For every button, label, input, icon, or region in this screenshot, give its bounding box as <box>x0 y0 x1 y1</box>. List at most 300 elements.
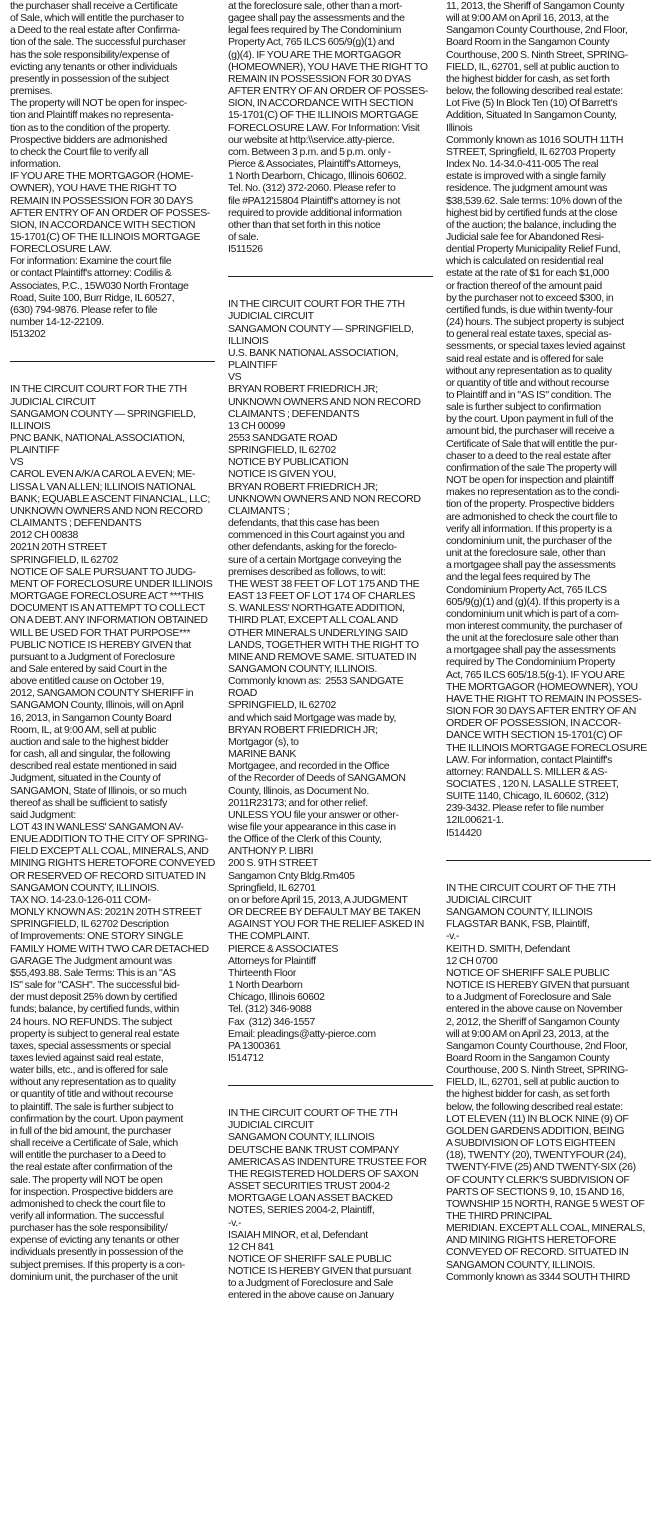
notice-line: Lot Five (5) In Block Ten (10) Of Barrett's <box>446 97 618 110</box>
notice-line: IN THE CIRCUIT COURT OF THE 7TH <box>446 881 616 894</box>
notice-line: UNKNOWN OWNERS AND NON RECORD <box>228 395 421 408</box>
notice-line: AMERICAS AS INDENTURE TRUSTEE FOR <box>228 1155 427 1168</box>
legal-notice <box>228 298 433 1064</box>
notice-line: SPRINGFIELD, IL 62702 <box>228 699 336 712</box>
notice-line: VS <box>228 371 242 384</box>
notice-line: evicting any tenants or other individuals <box>10 60 178 73</box>
notice-line: pursuant to a Judgment of Foreclosure <box>10 650 175 663</box>
notice-line: which is calculated on residential real <box>446 255 604 268</box>
notice-line: without any representation as to quality <box>10 1076 176 1089</box>
notice-line: tion of the property. Prospective bidders <box>446 498 614 511</box>
notice-line: highest bid by certified funds at the close <box>446 206 618 219</box>
notice-line: IF YOU ARE THE MORTGAGOR (HOME- <box>10 170 194 183</box>
notice-line: Sangamon County Courthouse, 2nd Floor, <box>446 24 628 37</box>
notice-line: number 14-12-22109. <box>10 316 104 329</box>
notice-line: MORTGAGE FORECLOSURE ACT ***THIS <box>10 590 204 603</box>
notice-line: JUDICIAL CIRCUIT <box>228 1119 314 1132</box>
notice-line: U.S. BANK NATIONAL ASSOCIATION, <box>228 346 399 359</box>
notice-line: (630) 794-9876. Please refer to file <box>10 303 158 316</box>
notice-line: will at 9:00 AM on April 16, 2013, at the <box>446 12 609 25</box>
notice-line: property is subject to general real estate <box>10 1027 180 1040</box>
notice-line: below, the following described real estate: <box>446 85 623 98</box>
notice-line: entered in the above cause on November <box>446 1003 623 1016</box>
notice-line: IN THE CIRCUIT COURT FOR THE 7TH <box>10 383 187 396</box>
notice-line: Courthouse, 200 S. Ninth Street, SPRING- <box>446 48 628 61</box>
notice-line: Commonly known as 1016 SOUTH 11TH <box>446 133 624 146</box>
notice-line: ENUE ADDITION TO THE CITY OF SPRING- <box>10 833 208 846</box>
notice-line: NOTICE IS HEREBY GIVEN that pursuant <box>228 1265 412 1278</box>
notice-line: gagee shall pay the assessments and the <box>228 12 405 25</box>
notice-line: BRYAN ROBERT FRIEDRICH JR; <box>228 723 378 736</box>
notice-line: other than that set forth in this notice <box>228 218 381 231</box>
notice-line: BRYAN ROBERT FRIEDRICH JR; <box>228 383 378 396</box>
notice-line: NOTICE IS GIVEN YOU, <box>228 468 336 481</box>
notice-line: LOT 43 IN WANLESS' SANGAMON AV- <box>10 821 184 833</box>
notice-line: by the court. Upon payment in full of the <box>446 413 614 426</box>
notice-line: Tel. (312) 346-9088 <box>228 1003 312 1016</box>
notice-line: in full of the bid amount, the purchaser <box>10 1124 172 1137</box>
notice-line: the Office of the Clerk of this County, <box>228 833 382 846</box>
notice-divider <box>228 1085 433 1086</box>
notice-line: 200 S. 9TH STREET <box>228 857 318 870</box>
notice-line: ORDER OF POSSESSION, IN ACCOR- <box>446 717 621 730</box>
notice-line: ISAIAH MINOR, et al, Defendant <box>228 1228 368 1241</box>
notice-line: Certificate of Sale that will entitle the pur- <box>446 437 618 450</box>
notice-line: 1 North Dearborn, Chicago, Illinois 60602. <box>228 170 407 183</box>
notice-line: to Plaintiff and in "AS IS" condition. The <box>446 389 612 401</box>
notice-line: expense of evicting any tenants or other <box>10 1234 180 1247</box>
notice-line: information. <box>10 158 61 171</box>
notice-line: mon interest community, the purchaser of <box>446 619 622 632</box>
notice-line: dential Property Municipality Relief Fund, <box>446 243 621 256</box>
notice-line: PARTS OF SECTIONS 9, 10, 15 AND 16, <box>446 1185 625 1198</box>
notice-line: LISSA L VAN ALLEN; ILLINOIS NATIONAL <box>10 480 196 493</box>
notice-line: GOLDEN GARDENS ADDITION, BEING <box>446 1124 625 1137</box>
notice-line: tion as to the condition of the property. <box>10 121 170 134</box>
notice-line: Fax (312) 346-1557 <box>228 1015 315 1028</box>
notice-line: SPRINGFIELD, IL 62702 <box>228 444 336 457</box>
notice-line: SPRINGFIELD, IL 62702 Description <box>10 918 169 931</box>
notice-line: to check the Court file to verify all <box>10 145 149 158</box>
notice-line: at the foreclosure sale, other than a mort- <box>228 0 403 12</box>
notice-line: Condominium Property Act, 765 ILCS <box>446 583 607 596</box>
notice-line: MORTGAGE LOAN ASSET BACKED <box>228 1192 393 1205</box>
notice-line: NOTICE OF SHERIFF SALE PUBLIC <box>228 1253 392 1265</box>
notice-line: to plaintiff. The sale is further subject to <box>10 1100 174 1113</box>
notice-line: AFTER ENTRY OF AN ORDER OF POSSES- <box>10 206 210 219</box>
notice-line: a mortgagee shall pay the assessments <box>446 644 616 657</box>
notice-line: Springfield, IL 62701 <box>228 881 316 894</box>
notice-line: has the sole responsibility/expense of <box>10 48 170 61</box>
notice-line: and Sale entered by said Court in the <box>10 662 167 675</box>
notice-line: (18), TWENTY (20), TWENTYFOUR (24), <box>446 1149 627 1162</box>
notice-line: MINE AND REMOVE SAME. SITUATED IN <box>228 650 417 663</box>
notice-line: Email: pleadings@atty-pierce.com <box>228 1027 376 1040</box>
notice-line: CLAIMANTS ; DEFENDANTS <box>228 407 360 420</box>
notice-line: I514420 <box>446 826 482 839</box>
notice-line: SANGAMON COUNTY, ILLINOIS. <box>228 662 377 675</box>
notice-line: I514712 <box>228 1051 264 1064</box>
notice-line: for inspection. Prospective bidders are <box>10 1185 173 1198</box>
notice-line: Index No. 14-34.0-411-005 The real <box>446 158 599 171</box>
notice-line: Attorneys for Plaintiff <box>228 954 316 967</box>
notice-line: LAW. For information, contact Plaintiff's <box>446 753 612 766</box>
notice-line: (24) hours. The subject property is subject <box>446 316 624 329</box>
notice-line: the real estate after confirmation of the <box>10 1161 173 1174</box>
notice-line: a mortgagee shall pay the assessments <box>446 559 616 572</box>
notice-line: thereof as shall be sufficient to satisfy <box>10 796 167 809</box>
notice-line: purchaser has the sole responsibility/ <box>10 1222 168 1235</box>
notice-line: required to provide additional information <box>228 206 402 219</box>
notice-line: FORECLOSURE LAW. <box>10 243 112 256</box>
notice-line: presently in possession of the subject <box>10 72 169 85</box>
notice-line: or contact Plaintiff's attorney: Codilis & <box>10 267 172 280</box>
notice-line: SANGAMON COUNTY — SPRINGFIELD, <box>228 322 414 335</box>
notice-line: MINING RIGHTS HERETOFORE CONVEYED <box>10 857 215 870</box>
notice-line: 13 CH 00099 <box>228 419 286 432</box>
notice-line: said real estate and is offered for sale <box>446 352 604 365</box>
notice-line: of sale. <box>228 230 259 243</box>
legal-notice <box>446 0 651 839</box>
notice-line: FLAGSTAR BANK, FSB, Plaintiff, <box>446 918 590 931</box>
notice-line: admonished to check the court file to <box>10 1197 166 1210</box>
notice-line: I513202 <box>10 328 46 341</box>
notice-line: FIELD, IL, 62701, sell at public auction to <box>446 60 619 73</box>
notice-line: Chicago, Illinois 60602 <box>228 991 325 1004</box>
notice-line: or fraction thereof of the amount paid <box>446 279 602 292</box>
notice-line: ON A DEBT. ANY INFORMATION OBTAINED <box>10 614 208 627</box>
notice-line: VS <box>10 456 24 469</box>
notice-line: defendants, that this case has been <box>228 517 380 530</box>
notice-line: verify all information. If this property is a <box>446 522 612 535</box>
notice-line: certified funds, is due within twenty-four <box>446 303 613 316</box>
notice-line: THE THIRD PRINCIPAL <box>446 1210 552 1222</box>
notice-line: FORECLOSURE LAW. For Information: Visit <box>228 121 420 134</box>
notice-line: STREET, Springfield, IL 62703 Property <box>446 145 616 158</box>
notice-line: THE WEST 38 FEET OF LOT 175 AND THE <box>228 577 420 590</box>
notice-line: The property will NOT be open for inspec- <box>10 97 187 110</box>
notice-line: file #PA1215804 Plaintiff's attorney is not <box>228 194 401 207</box>
notice-line: makes no representation as to the condi- <box>446 486 620 499</box>
notice-line: PLAINTIFF <box>228 359 278 372</box>
notice-line: described real estate mentioned in said <box>10 760 177 773</box>
notice-line: of Sale, which will entitle the purchaser to <box>10 12 184 25</box>
notice-line: 2021N 20TH STREET <box>10 541 107 554</box>
notice-line: to general real estate taxes, special as- <box>446 328 612 341</box>
notice-line: Room, IL, at 9:00 AM, sell at public <box>10 723 157 736</box>
notice-line: Pierce & Associates, Plaintiff's Attorneys, <box>228 158 401 171</box>
notice-line: to a Judgment of Foreclosure and Sale <box>228 1277 393 1290</box>
notice-line: Road, Suite 100, Burr Ridge, IL 60527, <box>10 291 175 304</box>
notice-divider <box>446 860 651 861</box>
notice-line: MARINE BANK <box>228 748 296 761</box>
notice-line: MERIDIAN. EXCEPT ALL COAL, MINERALS, <box>446 1222 645 1235</box>
notice-line: NOTICE IS HEREBY GIVEN that pursuant <box>446 979 630 992</box>
notice-line: confirmation by the court. Upon payment <box>10 1112 183 1125</box>
notice-line: THE REGISTERED HOLDERS OF SAXON <box>228 1167 419 1180</box>
notice-line: Commonly known as: 2553 SANDGATE <box>228 675 404 688</box>
notice-line: 2, 2012, the Sheriff of Sangamon County <box>446 1015 620 1028</box>
notice-line: other defendants, asking for the foreclo- <box>228 541 397 554</box>
notice-line: MONLY KNOWN AS: 2021N 20TH STREET <box>10 906 202 919</box>
notice-line: said Judgment: <box>10 808 76 821</box>
notice-line: THE MORTGAGOR (HOMEOWNER), YOU <box>446 680 638 693</box>
legal-notice <box>228 0 433 255</box>
notice-line: 16, 2013, in Sangamon County Board <box>10 711 172 724</box>
notice-line: sale. The property will NOT be open <box>10 1173 163 1186</box>
notice-line: ASSET SECURITIES TRUST 2004-2 <box>228 1180 390 1193</box>
notice-line: $55,493.88. Sale Terms: This is an "AS <box>10 966 176 979</box>
column-1 <box>10 0 215 1513</box>
notice-divider <box>10 361 215 362</box>
notice-line: the highest bidder for cash, as set forth <box>446 72 610 85</box>
notice-line: THIRD PLAT, EXCEPT ALL COAL AND <box>228 614 398 627</box>
notice-line: Illinois <box>446 121 473 134</box>
legal-notice <box>446 882 651 1283</box>
legal-notice <box>10 0 215 340</box>
notice-line: Associates, P.C., 15W030 North Frontage <box>10 279 189 292</box>
notice-line: NOT be open for inspection and plaintiff <box>446 474 614 487</box>
notice-line: JUDICIAL CIRCUIT <box>10 395 96 408</box>
notice-line: THE COMPLAINT. <box>228 930 310 943</box>
notice-line: THE ILLINOIS MORTGAGE FORECLOSURE <box>446 741 647 754</box>
notice-line: BRYAN ROBERT FRIEDRICH JR; <box>228 480 378 493</box>
notice-line: BANK; EQUABLE ASCENT FINANCIAL, LLC; <box>10 492 210 505</box>
notice-line: and which said Mortgage was made by, <box>228 711 397 724</box>
notice-line: UNKNOWN OWNERS AND NON RECORD <box>10 504 203 517</box>
notice-line: required by The Condominium Property <box>446 656 616 669</box>
notice-line: or quantity of title and without recourse <box>446 376 610 389</box>
notice-line: SANGAMON COUNTY, ILLINOIS <box>228 1131 375 1144</box>
notice-line: attorney: RANDALL S. MILLER & AS- <box>446 765 608 778</box>
notice-line: I511526 <box>228 243 263 256</box>
notice-line: Addition, Situated In Sangamon County, <box>446 109 617 122</box>
notice-line: auction and sale to the highest bidder <box>10 735 169 748</box>
notice-line: condominium unit which is part of a com- <box>446 607 619 620</box>
notice-line: legal fees required by The Condominium <box>228 24 402 37</box>
notice-line: sure of a certain Mortgage conveying the <box>228 553 402 566</box>
notice-line: Property Act, 765 ILCS 605/9(g)(1) and <box>228 36 395 49</box>
notice-line: the highest bidder for cash, as set forth <box>446 1088 610 1101</box>
notice-line: 24 hours. NO REFUNDS. The subject <box>10 1015 172 1028</box>
notice-line: S. WANLESS' NORTHGATE ADDITION, <box>228 602 405 615</box>
notice-line: tion of the sale. The successful purchaser <box>10 36 186 49</box>
notice-line: without any representation as to quality <box>446 364 612 377</box>
notice-line: 2012, SANGAMON COUNTY SHERIFF in <box>10 687 194 700</box>
notice-line: Mortgagee, and recorded in the Office <box>228 760 390 773</box>
notice-line: subject premises. If this property is a con- <box>10 1258 185 1271</box>
notice-line: FAMILY HOME WITH TWO CAR DETACHED <box>10 942 209 955</box>
notice-line: Sangamon Cnty Bldg.Rm405 <box>228 869 355 882</box>
notice-line: above entitled cause on October 19, <box>10 675 164 688</box>
notice-line: or quantity of title and without recourse <box>10 1088 174 1101</box>
notice-line: by the purchaser not to exceed $300, in <box>446 291 614 304</box>
notice-line: will entitle the purchaser to a Deed to <box>10 1149 166 1162</box>
notice-line: IS" sale for "CASH". The successful bid- <box>10 979 180 992</box>
notice-line: TOWNSHIP 15 NORTH, RANGE 5 WEST OF <box>446 1197 645 1210</box>
notice-line: Board Room in the Sangamon County <box>446 1051 610 1064</box>
notice-line: PIERCE & ASSOCIATES <box>228 942 339 955</box>
notice-line: 1 North Dearborn <box>228 979 303 992</box>
notice-line: and the legal fees required by The <box>446 571 591 584</box>
notice-line: Courthouse, 200 S. Ninth Street, SPRING- <box>446 1064 628 1077</box>
notice-line: sessments, or special taxes levied against <box>446 340 625 353</box>
notice-line: CONVEYED OF RECORD. SITUATED IN <box>446 1246 629 1259</box>
notice-line: 2011R23173; and for other relief. <box>228 796 368 809</box>
notice-line: 15-1701(C) OF THE ILLINOIS MORTGAGE <box>10 230 201 243</box>
notice-line: estate at the rate of $1 for each $1,000 <box>446 267 609 280</box>
notice-line: of the auction; the balance, including the <box>446 218 617 231</box>
notice-line: unit at the foreclosure sale, other than <box>446 547 606 560</box>
notice-line: -v.- <box>228 1216 241 1229</box>
notice-line: LANDS, TOGETHER WITH THE RIGHT TO <box>228 638 419 651</box>
notice-line: Act, 765 ILCS 605/18.5(g-1). IF YOU ARE <box>446 668 625 681</box>
notice-line: 12IL00621-1. <box>446 814 504 827</box>
notice-line: tion and Plaintiff makes no representa- <box>10 109 174 122</box>
notice-line: CLAIMANTS ; <box>228 504 290 517</box>
notice-line: individuals presently in possession of the <box>10 1246 184 1259</box>
notice-line: taxes levied against said real estate, <box>10 1051 164 1064</box>
notice-line: OF COUNTY CLERK'S SUBDIVISION OF <box>446 1173 630 1186</box>
column-2 <box>228 0 433 1513</box>
notice-line: 2012 CH 00838 <box>10 529 79 542</box>
notice-line: IN THE CIRCUIT COURT FOR THE 7TH <box>228 298 405 311</box>
notice-line: SANGAMON COUNTY, ILLINOIS. <box>10 881 159 894</box>
notice-line: NOTICE OF SALE PURSUANT TO JUDG- <box>10 565 196 578</box>
notice-line: OR DECREE BY DEFAULT MAY BE TAKEN <box>228 906 421 919</box>
notice-line: SUITE 1140, Chicago, IL 60602, (312) <box>446 790 609 803</box>
notice-line: of Improvements: ONE STORY SINGLE <box>10 930 184 943</box>
notice-line: A SUBDIVISION OF LOTS EIGHTEEN <box>446 1137 615 1150</box>
notice-line: FIELD, IL, 62701, sell at public auction to <box>446 1076 619 1089</box>
notice-line: on or before April 15, 2013, A JUDGMENT <box>228 893 408 906</box>
notice-line: to a Judgment of Foreclosure and Sale <box>446 991 611 1004</box>
notice-line: taxes, special assessments or special <box>10 1039 171 1052</box>
notice-line: Judgment, situated in the County of <box>10 772 161 785</box>
notice-line: our website at http:\\service.atty-pierce. <box>228 133 395 146</box>
notice-line: Sangamon County Courthouse, 2nd Floor, <box>446 1039 628 1052</box>
notice-line: com. Between 3 p.m. and 5 p.m. only - <box>228 145 391 158</box>
notice-line: estate is improved with a single family <box>446 170 606 183</box>
notice-line: PNC BANK, NATIONAL ASSOCIATION, <box>10 432 185 444</box>
notice-line: 11, 2013, the Sheriff of Sangamon County <box>446 0 625 12</box>
notice-line: sale is further subject to confirmation <box>446 401 601 414</box>
notice-line: MENT OF FORECLOSURE UNDER ILLINOIS <box>10 577 213 590</box>
notice-line: Mortgagor (s), to <box>228 735 299 748</box>
notice-line: REMAIN IN POSSESSION FOR 30 DAYS <box>10 194 193 207</box>
notice-line: 12 CH 0700 <box>446 954 498 967</box>
notice-line: of the Recorder of Deeds of SANGAMON <box>228 772 406 785</box>
notice-line: PA 1300361 <box>228 1039 281 1052</box>
notice-line: der must deposit 25% down by certified <box>10 991 177 1004</box>
notice-line: OR RESERVED OF RECORD SITUATED IN <box>10 869 206 882</box>
notice-line: Commonly known as 3344 SOUTH THIRD <box>446 1270 630 1283</box>
notice-line: below, the following described real estate: <box>446 1100 623 1113</box>
notice-divider <box>228 276 433 277</box>
notice-line: premises described as follows, to wit: <box>228 565 386 578</box>
notice-line: 605/9(g)(1) and (g)(4). If this property is a <box>446 595 620 608</box>
notice-line: 239-3432. Please refer to file number <box>446 802 604 815</box>
notice-line: DANCE WITH SECTION 15-1701(C) OF <box>446 729 623 742</box>
notice-line: GARAGE The Judgment amount was <box>10 954 172 967</box>
notice-line: JUDICIAL CIRCUIT <box>446 893 532 906</box>
notice-line: DEUTSCHE BANK TRUST COMPANY <box>228 1143 400 1156</box>
notice-line: AFTER ENTRY OF AN ORDER OF POSSES- <box>228 85 428 98</box>
notice-line: commenced in this Court against you and <box>228 529 405 542</box>
notice-line: AGAINST YOU FOR THE RELIEF ASKED IN <box>228 918 424 931</box>
notice-line: NOTES, SERIES 2004-2, Plaintiff, <box>228 1204 375 1217</box>
notice-line: REMAIN IN POSSESSION FOR 30 DYAS <box>228 72 411 85</box>
notice-line: ANTHONY P. LIBRI <box>228 845 314 858</box>
notice-line: SPRINGFIELD, IL 62702 <box>10 553 118 566</box>
notice-line: NOTICE BY PUBLICATION <box>228 456 349 469</box>
notice-line: will at 9:00 AM on April 23, 2013, at the <box>446 1027 609 1040</box>
legal-notice <box>228 1107 433 1302</box>
notice-line: $38,539.62. Sale terms: 10% down of the <box>446 194 622 207</box>
notice-line: TWENTY-FIVE (25) AND TWENTY-SIX (26) <box>446 1161 636 1174</box>
notice-line: 12 CH 841 <box>228 1240 275 1253</box>
notice-line: verify all information. The successful <box>10 1210 164 1222</box>
notice-line: a Deed to the real estate after Confirma- <box>10 24 181 37</box>
notice-line: are admonished to check the court file to <box>446 510 618 523</box>
notice-line: FIELD EXCEPT ALL COAL, MINERALS, AND <box>10 845 209 858</box>
notice-line: shall receive a Certificate of Sale, which <box>10 1137 178 1150</box>
notice-line: residence. The judgment amount was <box>446 182 608 195</box>
notice-line: WILL BE USED FOR THAT PURPOSE*** <box>10 626 191 639</box>
notice-line: IN THE CIRCUIT COURT OF THE 7TH <box>228 1107 398 1120</box>
notice-line: SION FOR 30 DAYS AFTER ENTRY OF AN <box>446 705 636 718</box>
notice-line: County, Illinois, as Document No. <box>228 784 369 797</box>
notice-line: Board Room in the Sangamon County <box>446 36 610 49</box>
notice-line: funds; balance, by certified funds, within <box>10 1003 179 1016</box>
notice-line: JUDICIAL CIRCUIT <box>228 310 314 323</box>
notice-line: KEITH D. SMITH, Defendant <box>446 942 570 955</box>
notice-line: 2553 SANDGATE ROAD <box>228 432 338 444</box>
notice-line: wise file your appearance in this case in <box>228 821 396 833</box>
notice-line: SION, IN ACCORDANCE WITH SECTION <box>10 218 196 231</box>
column-3 <box>446 0 651 1513</box>
notice-line: condominium unit, the purchaser of the <box>446 534 612 547</box>
notice-line: EAST 13 FEET OF LOT 174 OF CHARLES <box>228 590 416 603</box>
notice-line: SOCIATES , 120 N. LASALLE STREET, <box>446 778 619 790</box>
notice-line: water bills, etc., and is offered for sale <box>10 1064 168 1077</box>
notice-line: PUBLIC NOTICE IS HEREBY GIVEN that <box>10 638 191 651</box>
notice-line: the purchaser shall receive a Certificate <box>10 0 178 12</box>
notice-line: amount bid, the purchaser will receive a <box>446 425 615 438</box>
notice-line: HAVE THE RIGHT TO REMAIN IN POSSES- <box>446 692 642 705</box>
notice-line: Prospective bidders are admonished <box>10 133 168 146</box>
notice-line: SANGAMON COUNTY, ILLINOIS. <box>446 1258 595 1271</box>
notice-line: (g)(4). IF YOU ARE THE MORTGAGOR <box>228 48 401 61</box>
notice-line: SANGAMON COUNTY, ILLINOIS <box>446 906 593 919</box>
notice-line: AND MINING RIGHTS HERETOFORE <box>446 1234 616 1247</box>
notice-line: ILLINOIS <box>228 334 269 347</box>
notice-line: ILLINOIS <box>10 419 51 432</box>
notice-line: Judicial sale fee for Abandoned Resi- <box>446 230 604 243</box>
notice-line: OWNER), YOU HAVE THE RIGHT TO <box>10 182 177 195</box>
notice-line: Thirteenth Floor <box>228 966 297 979</box>
notice-line: NOTICE OF SHERIFF SALE PUBLIC <box>446 966 610 979</box>
notice-line: Tel. No. (312) 372-2060. Please refer to <box>228 182 396 195</box>
notice-line: confirmation of the sale The property will <box>446 461 617 474</box>
notice-line: ROAD <box>228 687 257 700</box>
notice-line: for cash, all and singular, the following <box>10 748 171 761</box>
notice-line: CAROL EVEN A/K/A CAROL A EVEN; ME- <box>10 468 196 481</box>
notice-line: SANGAMON County, Illinois, will on April <box>10 699 184 712</box>
notice-line: chaser to a deed to the real estate after <box>446 449 611 462</box>
notice-line: UNLESS YOU file your answer or other- <box>228 808 399 821</box>
notice-line: the unit at the foreclosure sale other than <box>446 632 619 645</box>
